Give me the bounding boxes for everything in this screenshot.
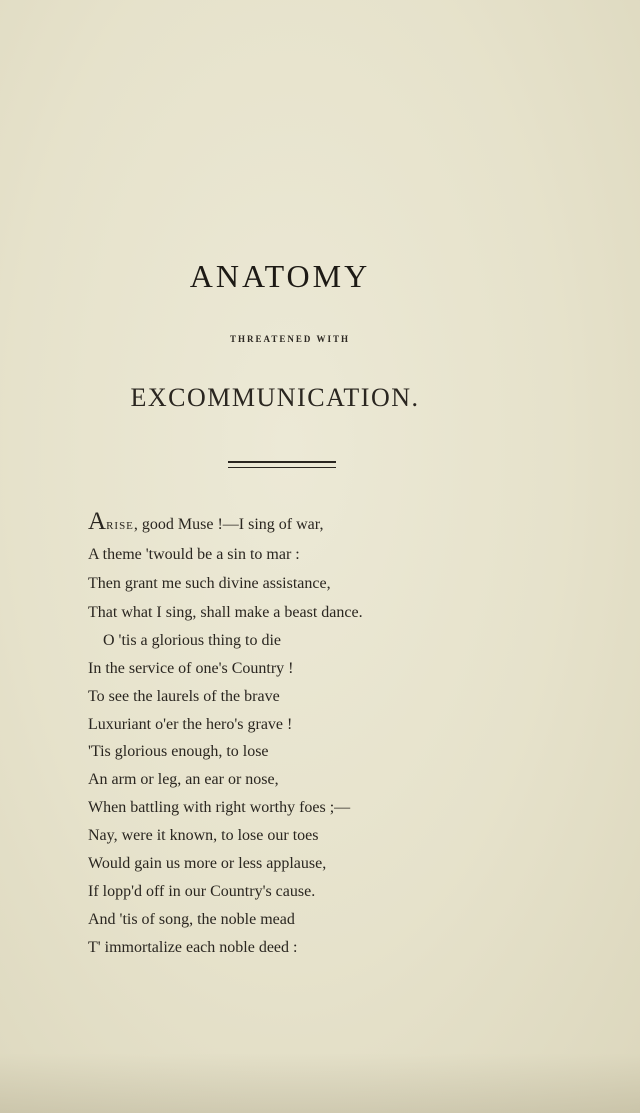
- poem-line: An arm or leg, an ear or nose,: [88, 771, 279, 788]
- drop-cap: A: [88, 508, 107, 535]
- small-caps-word: RISE: [106, 520, 134, 532]
- poem-line: To see the laurels of the brave: [88, 688, 280, 705]
- poem-line-1: [88, 508, 323, 536]
- poem-line: Then grant me such divine assistance,: [88, 575, 331, 592]
- poem-line: 'Tis glorious enough, to lose: [88, 743, 269, 760]
- poem-line: Luxuriant o'er the hero's grave !: [88, 716, 293, 733]
- poem-line: A theme 'twould be a sin to mar :: [88, 546, 300, 563]
- page-subtitle: THREATENED WITH: [230, 334, 350, 344]
- poem-line: Would gain us more or less applause,: [88, 855, 327, 872]
- poem-line: Nay, were it known, to lose our toes: [88, 827, 319, 844]
- page-title-secondary: EXCOMMUNICATION.: [130, 383, 420, 412]
- poem-line: When battling with right worthy foes ;—: [88, 799, 351, 816]
- poem-line: That what I sing, shall make a beast dance.: [88, 604, 363, 621]
- poem-line: If lopp'd off in our Country's cause.: [88, 883, 316, 900]
- page-title: ANATOMY: [189, 258, 371, 294]
- poem-line: O 'tis a glorious thing to die: [103, 632, 281, 649]
- ornamental-rule-top: [228, 461, 336, 463]
- poem-line: T' immortalize each noble deed :: [88, 939, 298, 956]
- ornamental-rule-bottom: [228, 467, 336, 468]
- poem-line: In the service of one's Country !: [88, 660, 294, 677]
- poem-line: And 'tis of song, the noble mead: [88, 911, 295, 928]
- poem-line-1-text: , good Muse !—I sing of war,: [133, 516, 324, 533]
